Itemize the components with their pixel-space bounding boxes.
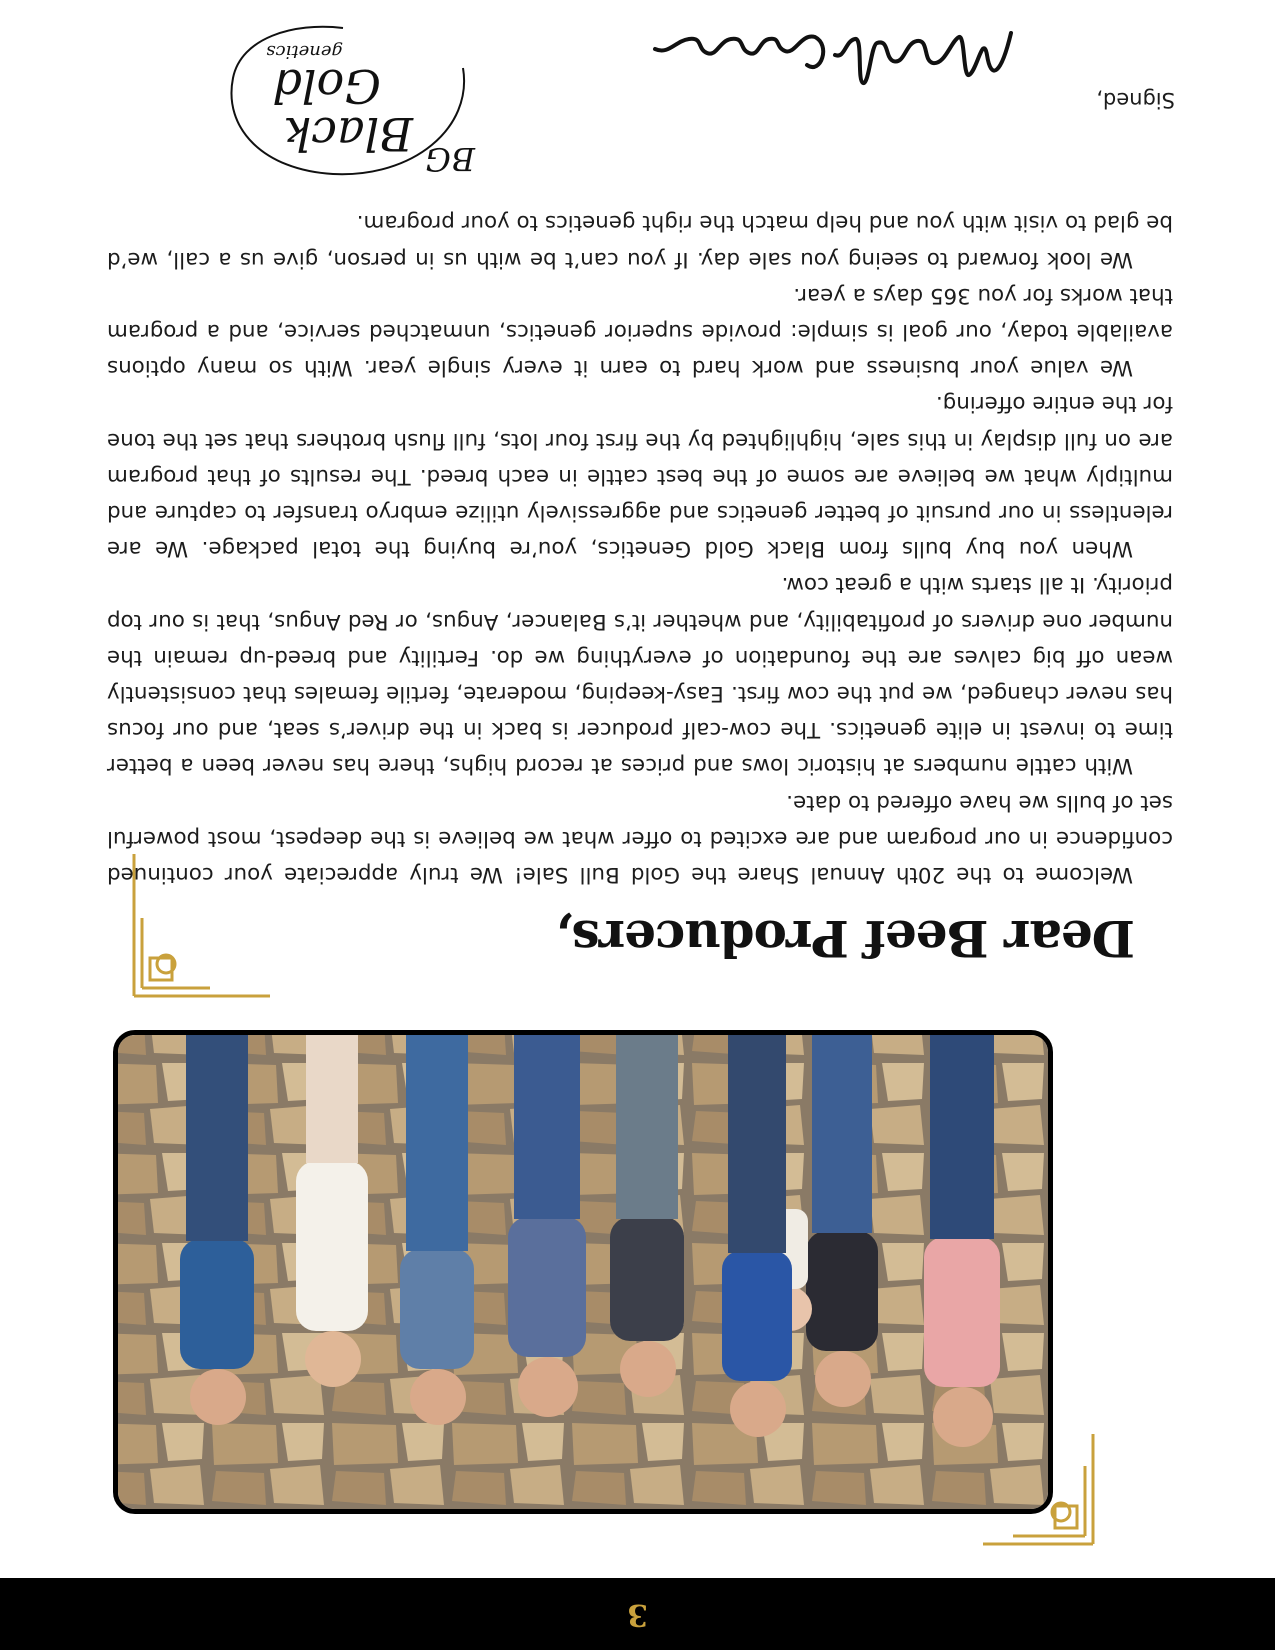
logo-word-black: Black — [283, 107, 413, 161]
handwritten-signature — [601, 15, 1021, 95]
letter-paragraph: We value your business and work hard to earn it every single year. With so many options available today, our goal is simple: provide superior genetics, unmatched service, and a program that works for you 365 days a year. — [107, 282, 1173, 381]
family-photo-illustration — [118, 1035, 1048, 1509]
family-group-photo — [113, 1030, 1053, 1514]
letter-body — [107, 204, 1173, 892]
logo-monogram: BG — [425, 140, 475, 178]
footer-band — [0, 1578, 1275, 1650]
black-gold-genetics-logo — [203, 18, 493, 188]
logo-tagline: genetics — [266, 41, 343, 62]
letter-paragraph: When you buy bulls from Black Gold Genetics, you’re buying the total package. We are relentless in our pursuit of better genetics and aggressively utilize embryo transfer to capture and multiply what we believe are some of the best cattle in each breed. The results of that program are on full display in this sale, highlighted by the first four lots, full flush brothers that set the tone for the entire offering. — [107, 391, 1173, 562]
logo-word-gold: Gold — [272, 59, 381, 113]
page-number: 3 — [627, 1597, 648, 1632]
signoff-label: Signed, — [1096, 88, 1175, 112]
letter-paragraph: We look forward to seeing you sale day. If you can’t be with us in person, give us a call, we’d be glad to visit with you and help match the right genetics to your program. — [107, 210, 1173, 272]
letter-greeting: Dear Beef Producers, — [556, 909, 1135, 968]
letter-paragraph: With cattle numbers at historic lows and prices at record highs, there has never been a better time to invest in elite genetics. The cow-calf producer is back in the driver’s seat, and our focus has never changed, we put the cow first. Easy-keeping, moderate, fertile females that consistently wean off big calves are the foundation of everything we do. Fertility and breed-up remain the number one drivers of profitability, and whether it’s Balancer, Angus, or Red Angus, that is our top priority. It all starts with a great cow. — [107, 572, 1173, 779]
letter-paragraph: Welcome to the 20th Annual Share the Gold Bull Sale! We truly appreciate your continued confidence in our program and are excited to offer what we believe is the deepest, most powerful set of bulls we have offered to date. — [107, 789, 1173, 887]
